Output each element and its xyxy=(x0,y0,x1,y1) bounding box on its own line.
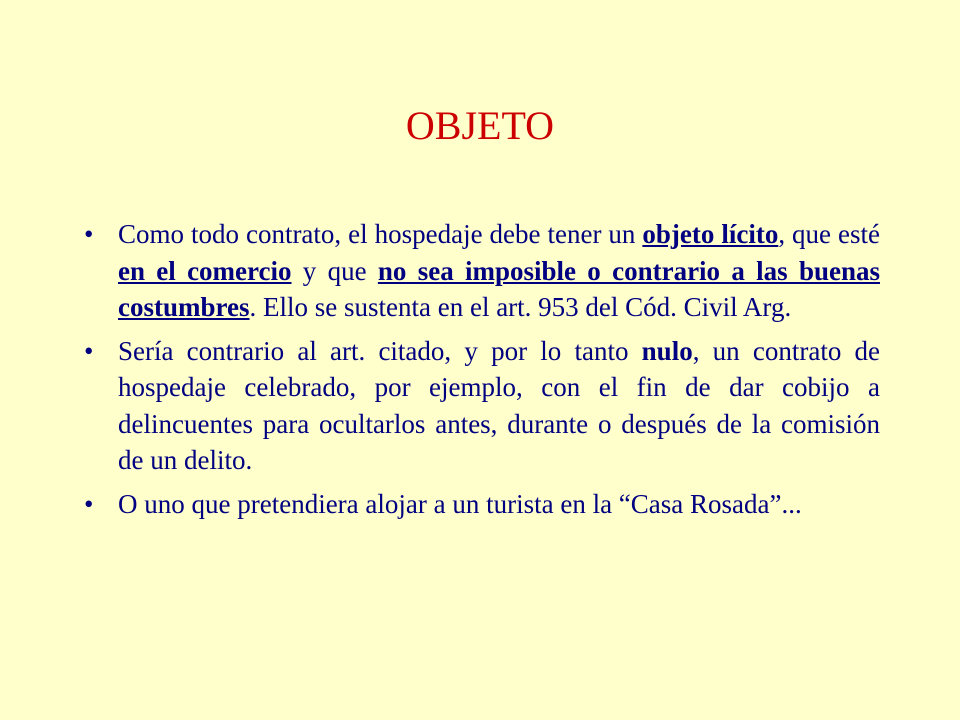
emphasis-nulo: nulo xyxy=(641,335,693,366)
bullet-item xyxy=(78,333,880,479)
bullet-item xyxy=(78,486,880,523)
bullet-text xyxy=(118,486,880,523)
bullet-dot: • xyxy=(84,219,94,249)
emphasis-objeto-licito: objeto lícito xyxy=(642,219,779,249)
bullet-text-segment: O uno que pretendiera alojar a un turista en la “Casa Rosada”... xyxy=(118,488,802,519)
bullet-text-segment: Sería contrario al art. citado, y por lo tanto xyxy=(118,335,642,366)
bullet-text-segment: , que esté xyxy=(778,219,880,249)
emphasis-en-el-comercio: en el comercio xyxy=(118,255,292,286)
bullet-dot: • xyxy=(84,335,94,366)
bullet-text-segment: . Ello se sustenta en el art. 953 del Cód. Civil Arg. xyxy=(249,292,792,322)
bullet-dot: • xyxy=(84,488,94,519)
bullet-text-segment: y que xyxy=(291,255,378,286)
bullet-text xyxy=(118,216,880,326)
slide-title: OBJETO xyxy=(405,103,555,148)
bullet-text-segment: , un contrato de hospedaje celebrado, por ejemplo, con el fin de dar cobijo a delincuentes para ocultarlos antes, durante o después de la comisión de un delito. xyxy=(118,335,881,475)
bullet-text-segment: Como todo contrato, el hospedaje debe tener un xyxy=(118,219,643,249)
bullet-list xyxy=(78,216,880,529)
emphasis-no-sea-imposible: no sea imposible o contrario a las buenas costumbres xyxy=(118,255,880,322)
bullet-item xyxy=(78,216,880,326)
bullet-text xyxy=(118,333,880,479)
